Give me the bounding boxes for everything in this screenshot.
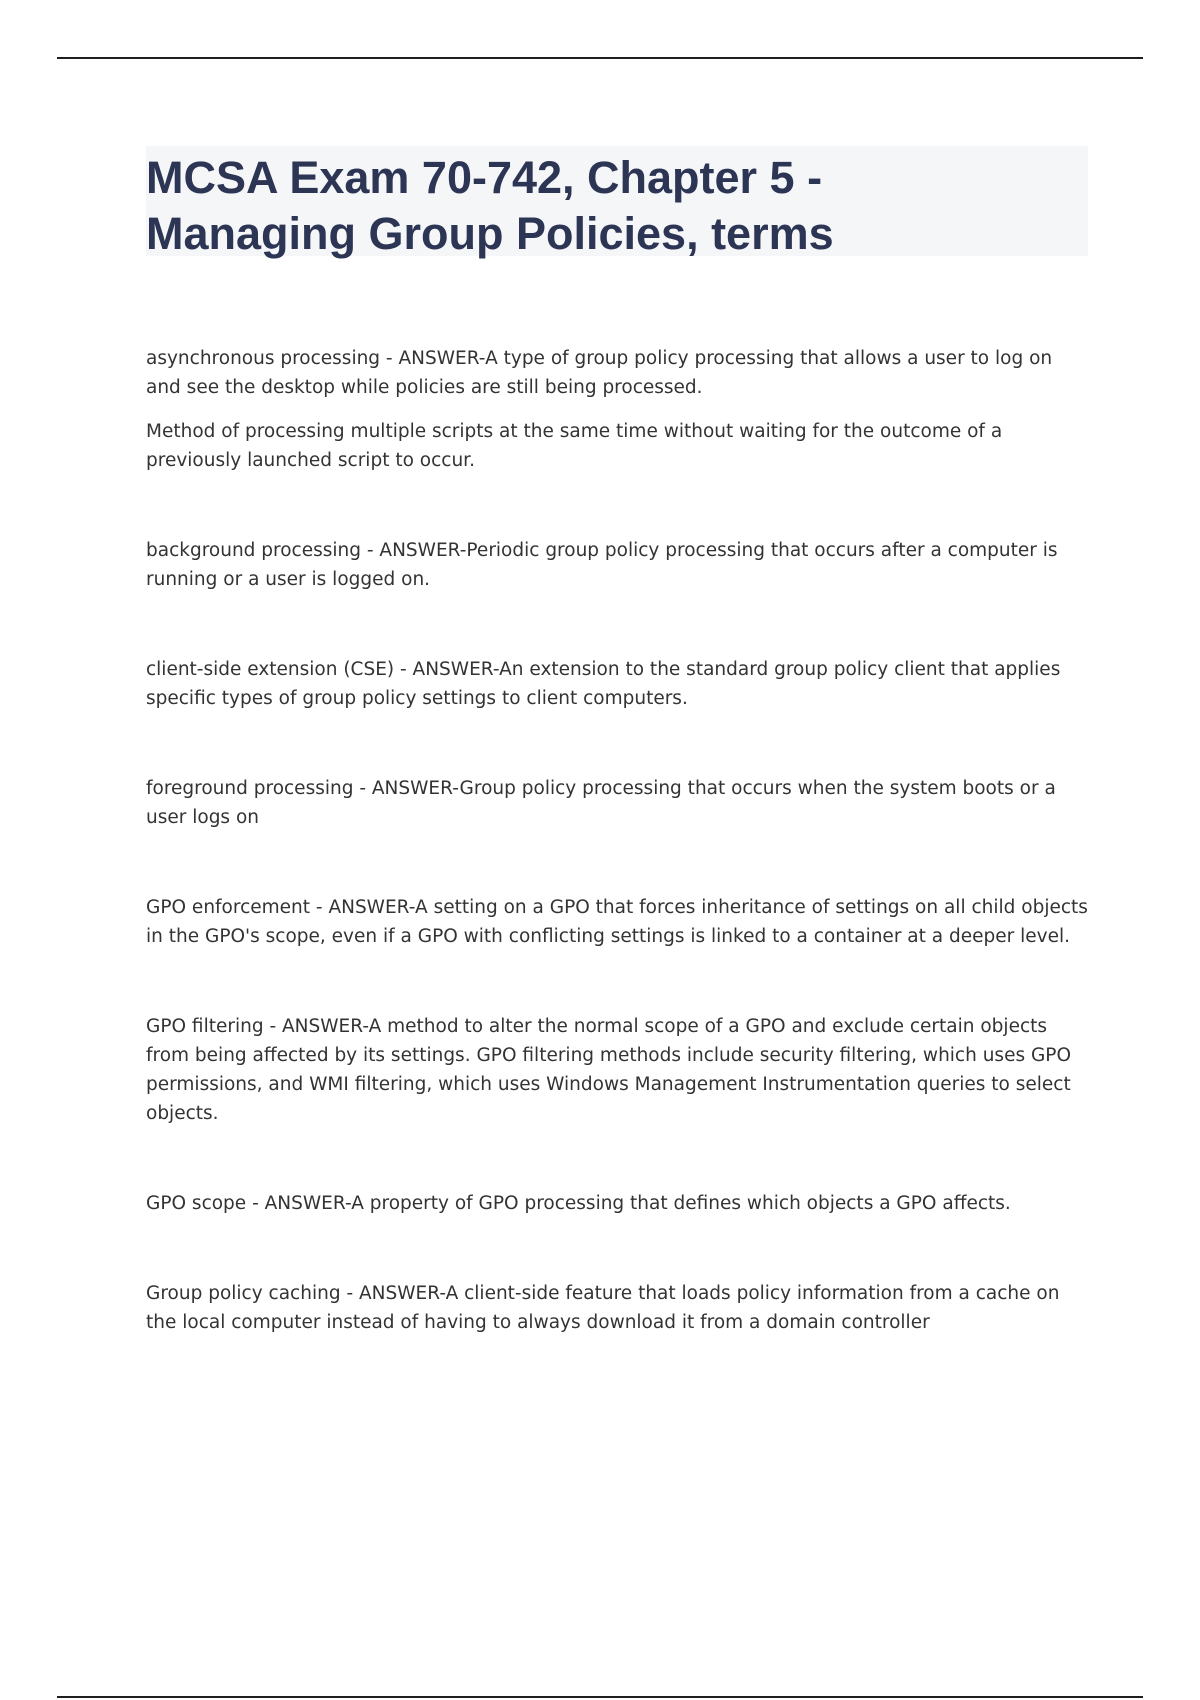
term-entry <box>146 1279 1088 1337</box>
term-definition: GPO filtering - ANSWER-A method to alter the normal scope of a GPO and exclude certain objects from being affected by its settings. GPO filtering methods include security filtering, which uses GPO permissions, and WMI filtering, which uses Windows Management Instrumentation queries to select objects. <box>146 1016 1072 1124</box>
term-entry <box>146 344 1088 475</box>
page-title: MCSA Exam 70-742, Chapter 5 - Managing Group Policies, terms <box>146 152 834 259</box>
term-definition: background processing - ANSWER-Periodic group policy processing that occurs after a computer is running or a user is logged on. <box>146 540 1058 590</box>
term-entry <box>146 536 1088 594</box>
term-entry <box>146 774 1088 832</box>
term-definition: Group policy caching - ANSWER-A client-side feature that loads policy information from a cache on the local computer instead of having to always download it from a domain controller <box>146 1283 1060 1333</box>
term-definition: asynchronous processing - ANSWER-A type of group policy processing that allows a user to log on and see the desktop while policies are still being processed. <box>146 348 1053 398</box>
top-rule <box>57 57 1143 59</box>
term-definition: GPO scope - ANSWER-A property of GPO processing that defines which objects a GPO affects. <box>146 1193 1011 1214</box>
term-definition: client-side extension (CSE) - ANSWER-An extension to the standard group policy client that applies specific types of group policy settings to client computers. <box>146 659 1061 709</box>
term-definition: foreground processing - ANSWER-Group policy processing that occurs when the system boots or a user logs on <box>146 778 1056 828</box>
term-entry <box>146 655 1088 713</box>
bottom-rule <box>57 1696 1143 1698</box>
term-extra-definition: Method of processing multiple scripts at the same time without waiting for the outcome of a previously launched script to occur. <box>146 421 1003 471</box>
term-entry <box>146 893 1088 951</box>
terms-list <box>146 344 1088 1337</box>
term-definition: GPO enforcement - ANSWER-A setting on a GPO that forces inheritance of settings on all child objects in the GPO's scope, even if a GPO with conflicting settings is linked to a container at a deeper level. <box>146 897 1088 947</box>
title-block <box>146 146 1088 259</box>
term-entry <box>146 1189 1088 1218</box>
term-entry <box>146 1012 1088 1128</box>
